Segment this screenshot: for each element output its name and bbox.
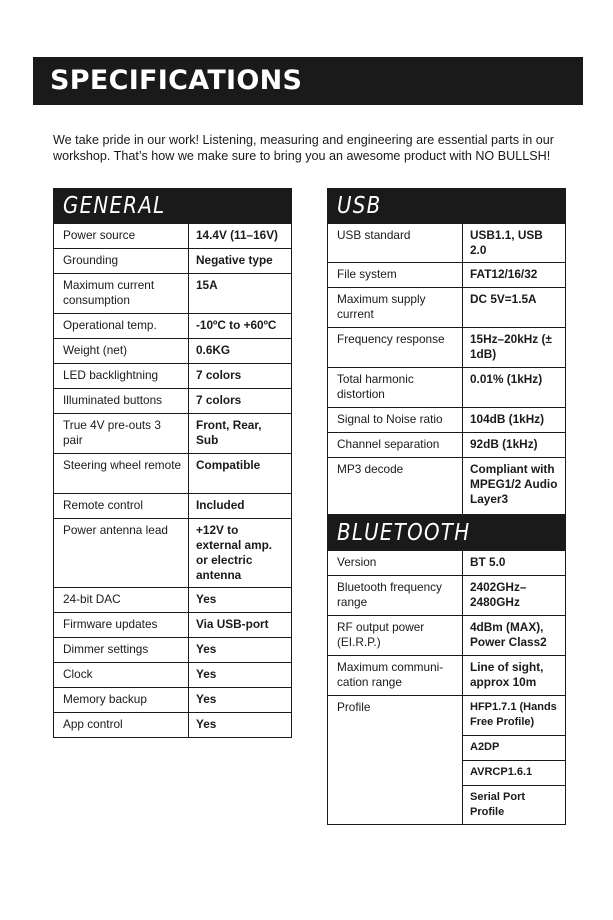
spec-label: Illuminated buttons bbox=[54, 389, 189, 414]
spec-value: FAT12/16/32 bbox=[463, 263, 566, 288]
spec-value: -10ºC to +60ºC bbox=[189, 314, 292, 339]
spec-row bbox=[54, 613, 292, 638]
spec-row bbox=[54, 364, 292, 389]
usb-heading-text: USB bbox=[337, 193, 382, 219]
spec-label: Power antenna lead bbox=[54, 519, 189, 588]
spec-value: Yes bbox=[189, 638, 292, 663]
spec-label: Remote control bbox=[54, 494, 189, 519]
spec-label: Signal to Noise ratio bbox=[328, 408, 463, 433]
spec-label: Profile bbox=[328, 696, 463, 825]
spec-value: 7 colors bbox=[189, 389, 292, 414]
spec-label: Memory backup bbox=[54, 688, 189, 713]
spec-label: Maximum supply current bbox=[328, 288, 463, 328]
spec-row bbox=[54, 414, 292, 454]
spec-row bbox=[328, 458, 566, 515]
spec-row bbox=[328, 408, 566, 433]
spec-row bbox=[328, 616, 566, 656]
spec-row bbox=[54, 224, 292, 249]
bluetooth-heading-text: BLUETOOTH bbox=[337, 520, 471, 546]
spec-value: +12V to external amp. or electric antenna bbox=[189, 519, 292, 588]
spec-label: Weight (net) bbox=[54, 339, 189, 364]
spec-row bbox=[54, 339, 292, 364]
spec-row bbox=[54, 713, 292, 738]
spec-label: Maximum current consumption bbox=[54, 274, 189, 314]
spec-value: 7 colors bbox=[189, 364, 292, 389]
usb-spec-list bbox=[327, 223, 566, 515]
spec-row bbox=[328, 656, 566, 696]
spec-label: Channel separation bbox=[328, 433, 463, 458]
spec-row bbox=[54, 249, 292, 274]
spec-value: Serial Port Profile bbox=[463, 786, 566, 825]
spec-value: 15A bbox=[189, 274, 292, 314]
spec-value: BT 5.0 bbox=[463, 551, 566, 576]
spec-value: DC 5V=1.5A bbox=[463, 288, 566, 328]
spec-label: File system bbox=[328, 263, 463, 288]
spec-row bbox=[328, 263, 566, 288]
spec-label: Power source bbox=[54, 224, 189, 249]
intro-text: We take pride in our work! Listening, measuring and engineering are essential parts in our workshop. That’s how we make sure to bring you an awesome product with NO BULLSH! bbox=[53, 133, 555, 163]
spec-value: Compliant with MPEG1/2 Audio Layer3 bbox=[463, 458, 566, 515]
spec-value: Yes bbox=[189, 688, 292, 713]
spec-label: Bluetooth frequency range bbox=[328, 576, 463, 616]
spec-row bbox=[328, 368, 566, 408]
spec-label: Operational temp. bbox=[54, 314, 189, 339]
spec-label: USB standard bbox=[328, 224, 463, 263]
usb-heading bbox=[327, 188, 566, 223]
bluetooth-spec-table bbox=[327, 515, 566, 825]
spec-label: Dimmer settings bbox=[54, 638, 189, 663]
spec-row bbox=[54, 519, 292, 588]
spec-label: MP3 decode bbox=[328, 458, 463, 515]
spec-value: 92dB (1kHz) bbox=[463, 433, 566, 458]
spec-value: 4dBm (MAX), Power Class2 bbox=[463, 616, 566, 656]
general-spec-table bbox=[53, 188, 292, 738]
spec-value: AVRCP1.6.1 bbox=[463, 761, 566, 786]
spec-value: 0.6KG bbox=[189, 339, 292, 364]
spec-value: Yes bbox=[189, 663, 292, 688]
spec-row bbox=[328, 696, 566, 736]
spec-row bbox=[328, 433, 566, 458]
spec-value: Included bbox=[189, 494, 292, 519]
general-spec-list bbox=[53, 223, 292, 738]
spec-row bbox=[54, 454, 292, 494]
spec-label: App control bbox=[54, 713, 189, 738]
spec-value: USB1.1, USB 2.0 bbox=[463, 224, 566, 263]
usb-spec-table bbox=[327, 188, 566, 515]
spec-label: True 4V pre-outs 3 pair bbox=[54, 414, 189, 454]
spec-label: RF output power (EI.R.P.) bbox=[328, 616, 463, 656]
spec-value: 104dB (1kHz) bbox=[463, 408, 566, 433]
spec-value: Yes bbox=[189, 588, 292, 613]
spec-row bbox=[328, 288, 566, 328]
page-title: SPECIFICATIONS bbox=[33, 57, 583, 105]
spec-label: Steering wheel remote bbox=[54, 454, 189, 494]
spec-value: 2402GHz–2480GHz bbox=[463, 576, 566, 616]
spec-label: Version bbox=[328, 551, 463, 576]
bluetooth-heading bbox=[327, 515, 566, 550]
spec-value: Compatible bbox=[189, 454, 292, 494]
spec-row bbox=[54, 663, 292, 688]
spec-label: Clock bbox=[54, 663, 189, 688]
spec-row bbox=[54, 688, 292, 713]
spec-label: Maximum communi-cation range bbox=[328, 656, 463, 696]
spec-label: Frequency response bbox=[328, 328, 463, 368]
spec-row bbox=[54, 314, 292, 339]
spec-row bbox=[328, 224, 566, 263]
spec-label: Grounding bbox=[54, 249, 189, 274]
spec-row bbox=[54, 274, 292, 314]
spec-row bbox=[54, 494, 292, 519]
spec-label: LED backlightning bbox=[54, 364, 189, 389]
spec-label: Total harmonic distortion bbox=[328, 368, 463, 408]
spec-value: 15Hz–20kHz (± 1dB) bbox=[463, 328, 566, 368]
bluetooth-spec-list bbox=[327, 550, 566, 825]
spec-label: Firmware updates bbox=[54, 613, 189, 638]
spec-value: Via USB-port bbox=[189, 613, 292, 638]
spec-value: Front, Rear, Sub bbox=[189, 414, 292, 454]
spec-value: Yes bbox=[189, 713, 292, 738]
spec-row bbox=[54, 389, 292, 414]
spec-row bbox=[54, 588, 292, 613]
spec-row bbox=[54, 638, 292, 663]
general-heading-text: GENERAL bbox=[63, 193, 166, 219]
general-heading bbox=[53, 188, 292, 223]
spec-row bbox=[328, 551, 566, 576]
spec-value: 0.01% (1kHz) bbox=[463, 368, 566, 408]
spec-row bbox=[328, 576, 566, 616]
spec-value: 14.4V (11–16V) bbox=[189, 224, 292, 249]
spec-value: Line of sight, approx 10m bbox=[463, 656, 566, 696]
spec-value: HFP1.7.1 (Hands Free Profile) bbox=[463, 696, 566, 736]
spec-value: Negative type bbox=[189, 249, 292, 274]
spec-value: A2DP bbox=[463, 736, 566, 761]
spec-row bbox=[328, 328, 566, 368]
spec-label: 24-bit DAC bbox=[54, 588, 189, 613]
